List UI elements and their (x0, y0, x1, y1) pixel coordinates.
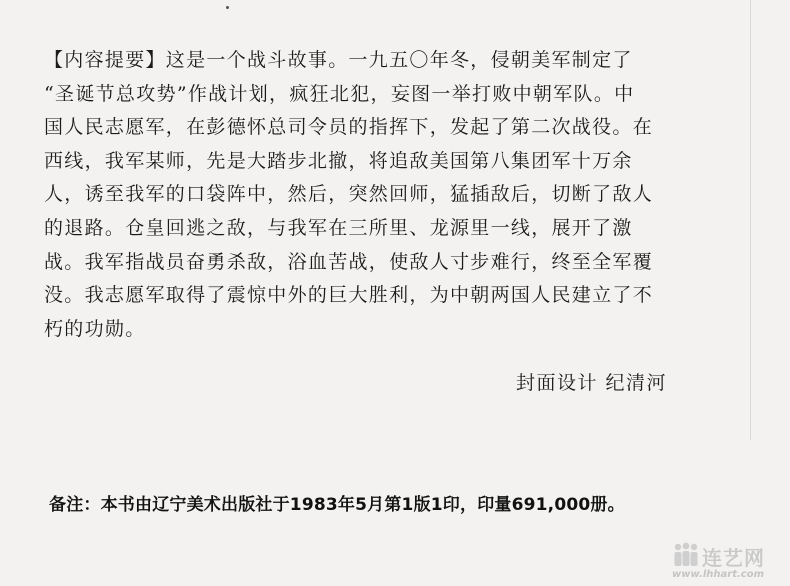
scan-speck (226, 6, 229, 9)
summary-line: 没。我志愿军取得了震惊中外的巨大胜利，为中朝两国人民建立了不 (44, 284, 654, 307)
summary-line: 战。我军指战员奋勇杀敌，浴血苦战，使敌人寸步难行，终至全军覆 (44, 250, 654, 273)
cover-design-credit: 封面设计 纪清河 (516, 372, 668, 394)
content-summary (44, 44, 744, 346)
summary-line: 国人民志愿军，在彭德怀总司令员的指挥下，发起了第二次战役。在 (44, 116, 654, 139)
watermark-name: 连艺网 (702, 546, 765, 570)
people-logo-icon (670, 542, 700, 568)
summary-line: 人，诱至我军的口袋阵中，然后，突然回师，猛插敌后，切断了敌人 (44, 183, 654, 206)
summary-line: “圣诞节总攻势”作战计划，疯狂北犯，妄图一举打败中朝军队。中 (44, 82, 635, 105)
summary-line: 【内容提要】这是一个战斗故事。一九五〇年冬，侵朝美军制定了 (44, 49, 633, 71)
page-edge-line (750, 0, 751, 440)
summary-line: 西线，我军某师，先是大踏步北撤，将追敌美国第八集团军十万余 (44, 149, 633, 172)
summary-line: 的退路。仓皇回逃之敌，与我军在三所里、龙源里一线，展开了激 (44, 216, 633, 239)
site-watermark (670, 542, 782, 582)
publication-note: 备注：本书由辽宁美术出版社于1983年5月第1版1印，印量691,000册。 (49, 495, 625, 515)
summary-line: 朽的功勋。 (44, 317, 146, 340)
watermark-url: www.lhhart.com (672, 569, 765, 580)
